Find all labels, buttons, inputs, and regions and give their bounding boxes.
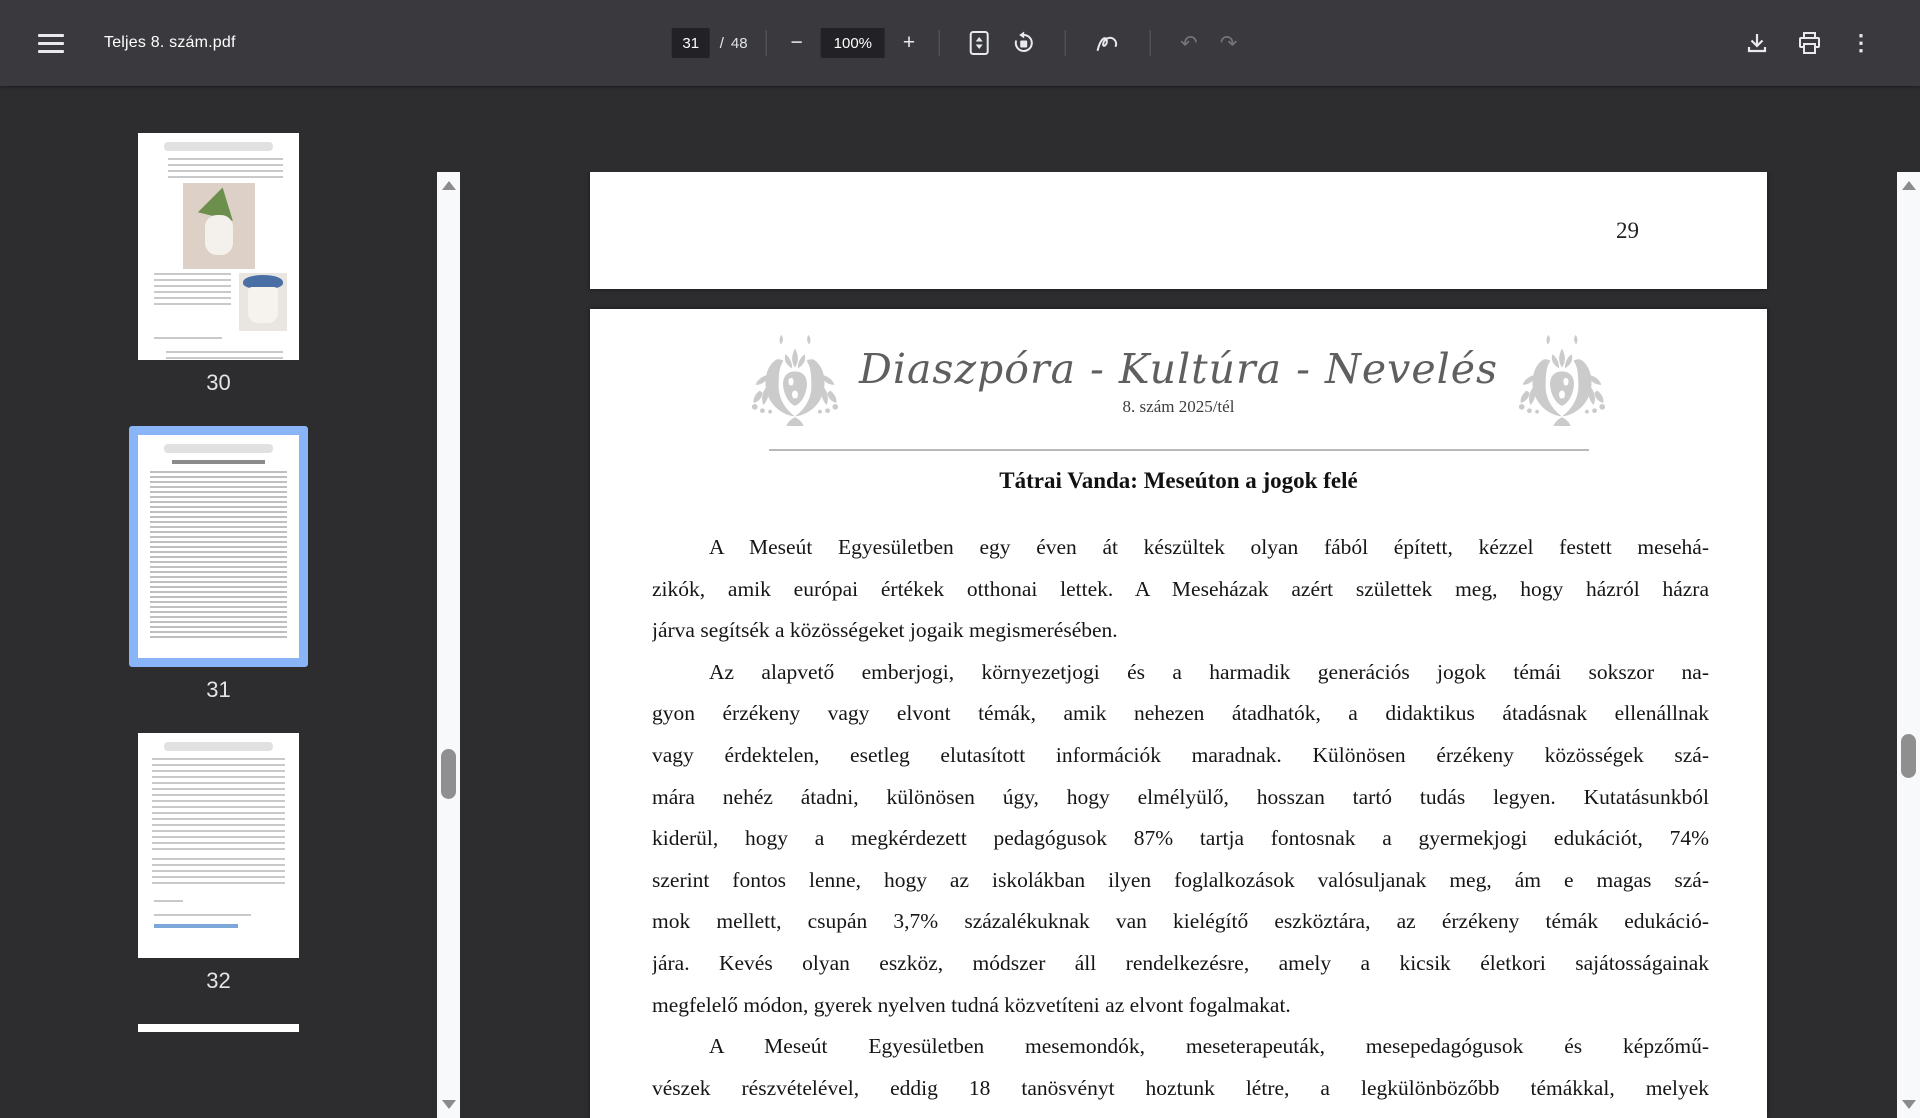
more-options-button[interactable]: ⋮	[1836, 30, 1886, 56]
body-line: mok mellett, csupán 3,7% százalékuknak van kielégítő eszköztára, az érzékeny témák edukáció-	[652, 909, 1709, 934]
page-31	[590, 309, 1767, 1118]
scroll-up-arrow-icon[interactable]	[1902, 181, 1916, 190]
undo-button[interactable]: ↶	[1169, 31, 1209, 56]
fit-page-icon	[969, 30, 990, 56]
print-button[interactable]	[1783, 31, 1836, 55]
thumbnail-sidebar	[0, 86, 437, 1032]
document-viewer	[460, 172, 1897, 1118]
page-29-bottom	[590, 172, 1767, 289]
rotate-counterclockwise-icon	[1012, 31, 1036, 55]
thumbnail-text-lines	[154, 273, 231, 307]
page-total: 48	[730, 34, 748, 52]
toolbar-separator	[939, 30, 940, 56]
page-divider: /	[719, 34, 724, 52]
thumbnail-label: 30	[206, 370, 231, 395]
toolbar-separator	[766, 30, 767, 56]
body-line: zikók, amik európai értékek otthonai lettek. A Meseházak azért születtek meg, hogy házról házra	[652, 576, 1709, 601]
thumbnail-page-33-partial[interactable]	[138, 1024, 299, 1032]
body-line: jára. Kevés olyan eszköz, módszer áll rendelkezésre, amely a kicsik életkori sajátosságainak	[652, 950, 1709, 975]
body-line: vészek részvételével, eddig 18 tanösvényt hoztunk létre, a legkülönbözőbb témákkal, melyek	[652, 1075, 1709, 1100]
thumbnail-page-32[interactable]	[138, 733, 299, 958]
thumbnail-label: 31	[206, 677, 231, 702]
thumbnail-header-ornament	[164, 444, 273, 453]
thumbnail-text-lines	[168, 158, 283, 178]
thumbnail-text-lines	[152, 758, 285, 850]
download-button[interactable]	[1731, 31, 1783, 55]
journal-issue: 8. szám 2025/tél	[1122, 397, 1235, 416]
body-line: járva segítsék a közösségeket jogaik megismerésében.	[652, 618, 1118, 643]
redo-button[interactable]: ↷	[1209, 31, 1249, 56]
toolbar-separator	[1065, 30, 1066, 56]
sidebar-scrollbar-thumb[interactable]	[441, 749, 456, 799]
thumbnail-text-lines	[154, 900, 183, 905]
page-number-input[interactable]	[672, 28, 710, 58]
body-line: Az alapvető emberjogi, környezetjogi és a harmadik generációs jogok témái sokszor na-	[709, 659, 1709, 684]
thumbnail-text-lines	[152, 858, 285, 888]
menu-icon[interactable]	[38, 34, 64, 53]
thumbnail-title-line	[172, 460, 265, 464]
annotate-button[interactable]	[1084, 32, 1132, 54]
document-title: Teljes 8. szám.pdf	[104, 34, 236, 51]
thumbnail-header-ornament	[164, 142, 273, 151]
thumbnail-header-ornament	[164, 742, 273, 751]
folk-ornament-icon	[747, 335, 843, 427]
download-icon	[1745, 31, 1769, 55]
page-gap	[590, 289, 1767, 309]
fit-to-page-button[interactable]	[958, 30, 1001, 56]
thumbnail-photo	[239, 273, 287, 331]
thumbnail-selection-border	[129, 426, 308, 667]
body-line: megfelelő módon, gyerek nyelven tudná közvetíteni az elvont fogalmakat.	[652, 992, 1291, 1017]
zoom-in-button[interactable]: +	[897, 31, 921, 55]
body-line: A Meseút Egyesületben egy éven át készültek olyan fából épített, kézzel festett mesehá-	[709, 535, 1709, 559]
body-line: vagy érdektelen, esetleg elutasított információk maradnak. Különösen érzékeny közösségek szá-	[652, 742, 1709, 767]
thumbnail-page-31-selected[interactable]	[138, 435, 299, 658]
toolbar-separator	[1150, 30, 1151, 56]
document-scrollbar-thumb[interactable]	[1901, 734, 1916, 778]
thumbnail-text-lines	[154, 337, 222, 343]
scroll-up-arrow-icon[interactable]	[442, 181, 456, 190]
journal-title: Diaszpóra - Kultúra - Nevelés	[858, 345, 1499, 393]
thumbnail-page-30[interactable]	[138, 133, 299, 360]
header-divider	[769, 449, 1589, 451]
folk-ornament-icon	[1514, 335, 1610, 427]
thumbnail-text-lines	[154, 914, 251, 919]
zoom-level[interactable]: 100%	[821, 28, 885, 58]
thumbnail-photo	[183, 183, 255, 269]
page-number: 29	[1616, 218, 1639, 243]
scroll-down-arrow-icon[interactable]	[1902, 1100, 1916, 1109]
sidebar-scrollbar[interactable]	[437, 172, 460, 1118]
article-title: Tátrai Vanda: Meseúton a jogok felé	[999, 468, 1358, 493]
body-line: A Meseút Egyesületben mesemondók, meseterapeuták, mesepedagógusok és képzőmű-	[709, 1034, 1709, 1059]
article-body	[590, 527, 1767, 1109]
pdf-toolbar	[0, 0, 1920, 86]
document-scrollbar[interactable]	[1897, 172, 1920, 1118]
zoom-out-button[interactable]: −	[785, 31, 809, 55]
rotate-button[interactable]	[1001, 31, 1047, 55]
thumbnail-text-lines	[166, 351, 283, 360]
body-line: gyon érzékeny vagy elvont témák, amik nehezen átadhatók, a didaktikus átadásnak ellenállnak	[652, 701, 1709, 726]
print-icon	[1797, 31, 1822, 55]
scroll-down-arrow-icon[interactable]	[442, 1100, 456, 1109]
thumbnail-text-lines	[150, 471, 287, 639]
pdf-workarea	[0, 86, 1920, 1100]
thumbnail-hyperlink-line	[154, 924, 238, 928]
body-line: szerint fontos lenne, hogy az iskolákban ilyen foglalkozások valósuljanak meg, ám e magas szá-	[652, 867, 1709, 892]
body-line: kiderül, hogy a megkérdezett pedagógusok 87% tartja fontosnak a gyermekjogi edukációt, 74%	[652, 826, 1709, 851]
body-line: mára nehéz átadni, különösen úgy, hogy elmélyülő, hosszan tartó tudás legyen. Kutatásunkból	[652, 784, 1709, 809]
pen-squiggle-icon	[1095, 32, 1121, 54]
thumbnail-label: 32	[206, 968, 231, 993]
